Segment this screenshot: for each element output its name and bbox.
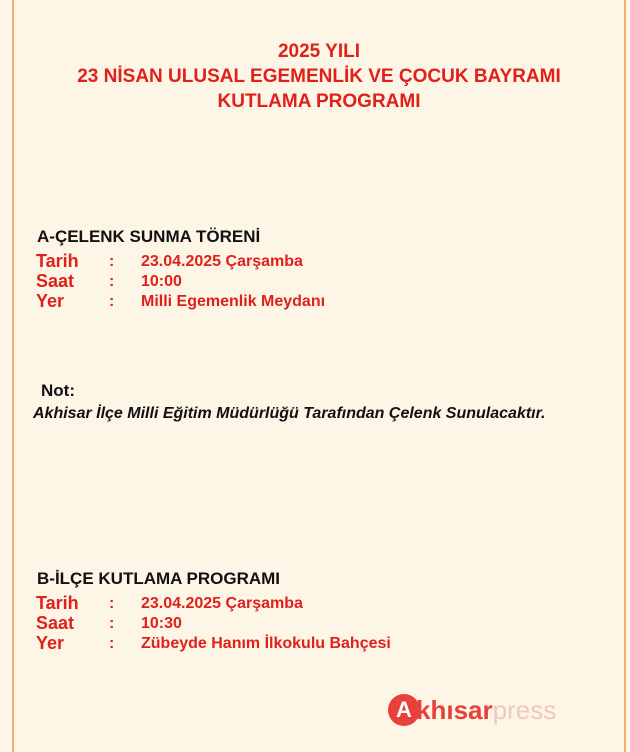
row-label: Tarih <box>36 251 79 271</box>
section-b-heading: B-İLÇE KUTLAMA PROGRAMI <box>37 569 281 588</box>
row-label: Saat <box>36 271 75 291</box>
note-text: Akhisar İlçe Milli Eğitim Müdürlüğü Tarafından Çelenk Sunulacaktır. <box>33 405 546 422</box>
note-label: Not: <box>41 381 75 400</box>
akhisarpress-watermark <box>388 690 556 730</box>
row-separator: : <box>109 273 115 290</box>
title-line-3: KUTLAMA PROGRAMI <box>217 91 421 112</box>
right-border <box>624 0 626 752</box>
row-separator: : <box>109 595 115 612</box>
row-value: Zübeyde Hanım İlkokulu Bahçesi <box>141 635 391 652</box>
watermark-text-light: press <box>492 694 557 725</box>
row-value: Milli Egemenlik Meydanı <box>141 293 326 310</box>
section-a-heading: A-ÇELENK SUNMA TÖRENİ <box>37 227 261 246</box>
row-value: 23.04.2025 Çarşamba <box>141 253 303 270</box>
brand-logo-icon: A <box>388 694 420 726</box>
row-label: Yer <box>36 633 65 653</box>
row-separator: : <box>109 635 115 652</box>
row-separator: : <box>109 615 115 632</box>
row-value: 23.04.2025 Çarşamba <box>141 595 303 612</box>
row-separator: : <box>109 253 115 270</box>
row-label: Yer <box>36 291 65 311</box>
row-label: Saat <box>36 613 75 633</box>
row-separator: : <box>109 293 115 310</box>
row-value: 10:30 <box>141 615 182 632</box>
row-value: 10:00 <box>141 273 182 290</box>
watermark-text-strong: khısar <box>416 694 493 725</box>
title-line-2: 23 NİSAN ULUSAL EGEMENLİK VE ÇOCUK BAYRAMI <box>77 66 561 87</box>
row-label: Tarih <box>36 593 79 613</box>
title-line-1: 2025 YILI <box>277 41 361 62</box>
